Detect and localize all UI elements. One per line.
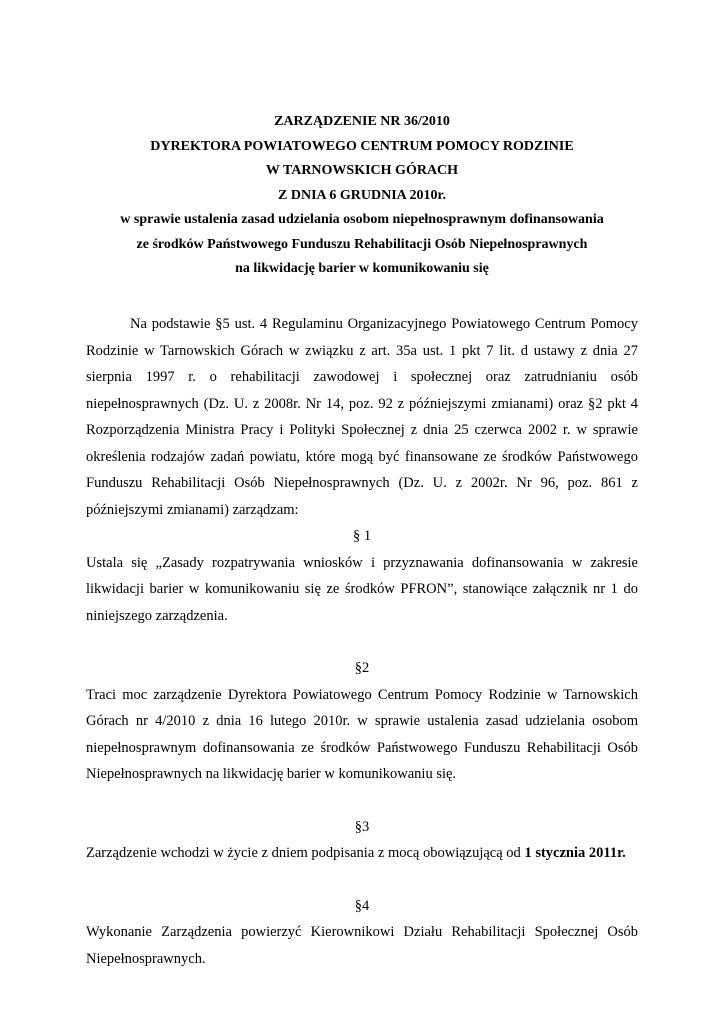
subject-line-1: w sprawie ustalenia zasad udzielania osobom niepełnosprawnym dofinansowania — [120, 212, 604, 227]
spacer — [86, 788, 638, 814]
section-2-text: Traci moc zarządzenie Dyrektora Powiatowego Centrum Pomocy Rodzinie w Tarnowskich Górach nr 4/2010 z dnia 16 lutego 2010r. w sprawie ustalenia zasad udzielania osobom niepełnosprawnym dofinansowania ze środków Państwowego Funduszu Rehabilitacji Osób Niepełnosprawnych na likwidację barier w komunikowaniu się. — [86, 686, 638, 782]
document-body — [86, 311, 638, 972]
spacer — [86, 629, 638, 655]
section-4-text: Wykonanie Zarządzenia powierzyć Kierownikowi Działu Rehabilitacji Społecznej Osób Niepełnosprawnych. — [86, 924, 638, 967]
section-4-heading: §4 — [354, 897, 370, 914]
section-3-heading: §3 — [354, 818, 370, 835]
section-1-heading: § 1 — [352, 528, 372, 544]
issuer-line: DYREKTORA POWIATOWEGO CENTRUM POMOCY RODZINIE — [150, 138, 574, 154]
issue-date: Z DNIA 6 GRUDNIA 2010r. — [278, 187, 446, 203]
ordinance-number: ZARZĄDZENIE NR 36/2010 — [274, 114, 450, 129]
effective-date: 1 stycznia 2011r. — [524, 845, 626, 861]
section-1-text: Ustala się „Zasady rozpatrywania wniosków i przyznawania dofinansowania w zakresie likwidacji barier w komunikowaniu się ze środków PFRON”, stanowiące załącznik nr 1 do niniejszego zarządzenia. — [86, 554, 638, 624]
document-header — [60, 110, 664, 282]
subject-line-3: na likwidację barier w komunikowaniu się — [235, 261, 489, 276]
issuer-location: W TARNOWSKICH GÓRACH — [265, 163, 459, 178]
section-3-paragraph — [86, 840, 638, 867]
subject-line-2: ze środków Państwowego Funduszu Rehabilitacji Osób Niepełnosprawnych — [136, 236, 588, 252]
legal-basis-paragraph: Na podstawie §5 ust. 4 Regulaminu Organizacyjnego Powiatowego Centrum Pomocy Rodzinie w Tarnowskich Górach w związku z art. 35a ust. 1 pkt 7 lit. d ustawy z dnia 27 sierpnia 1997 r. o rehabilitacji zawodowej i społecznej oraz zatrudnianiu osób niepełnosprawnych (Dz. U. z 2008r. Nr 14, poz. 92 z późniejszymi zmianami) oraz §2 pkt 4 Rozporządzenia Ministra Pracy i Polityki Społecznej z dnia 25 czerwca 2002 r. w sprawie określenia rodzajów zadań powiatu, które mogą być finansowane ze środków Państwowego Funduszu Rehabilitacji Osób Niepełnosprawnych (Dz. U. z 2002r. Nr 96, poz. 861 z późniejszymi zmianami) zarządzam: — [86, 316, 638, 518]
section-2-heading: §2 — [354, 660, 370, 676]
spacer — [86, 867, 638, 893]
section-3-text: Zarządzenie wchodzi w życie z dniem podpisania z mocą obowiązującą od — [86, 845, 525, 861]
